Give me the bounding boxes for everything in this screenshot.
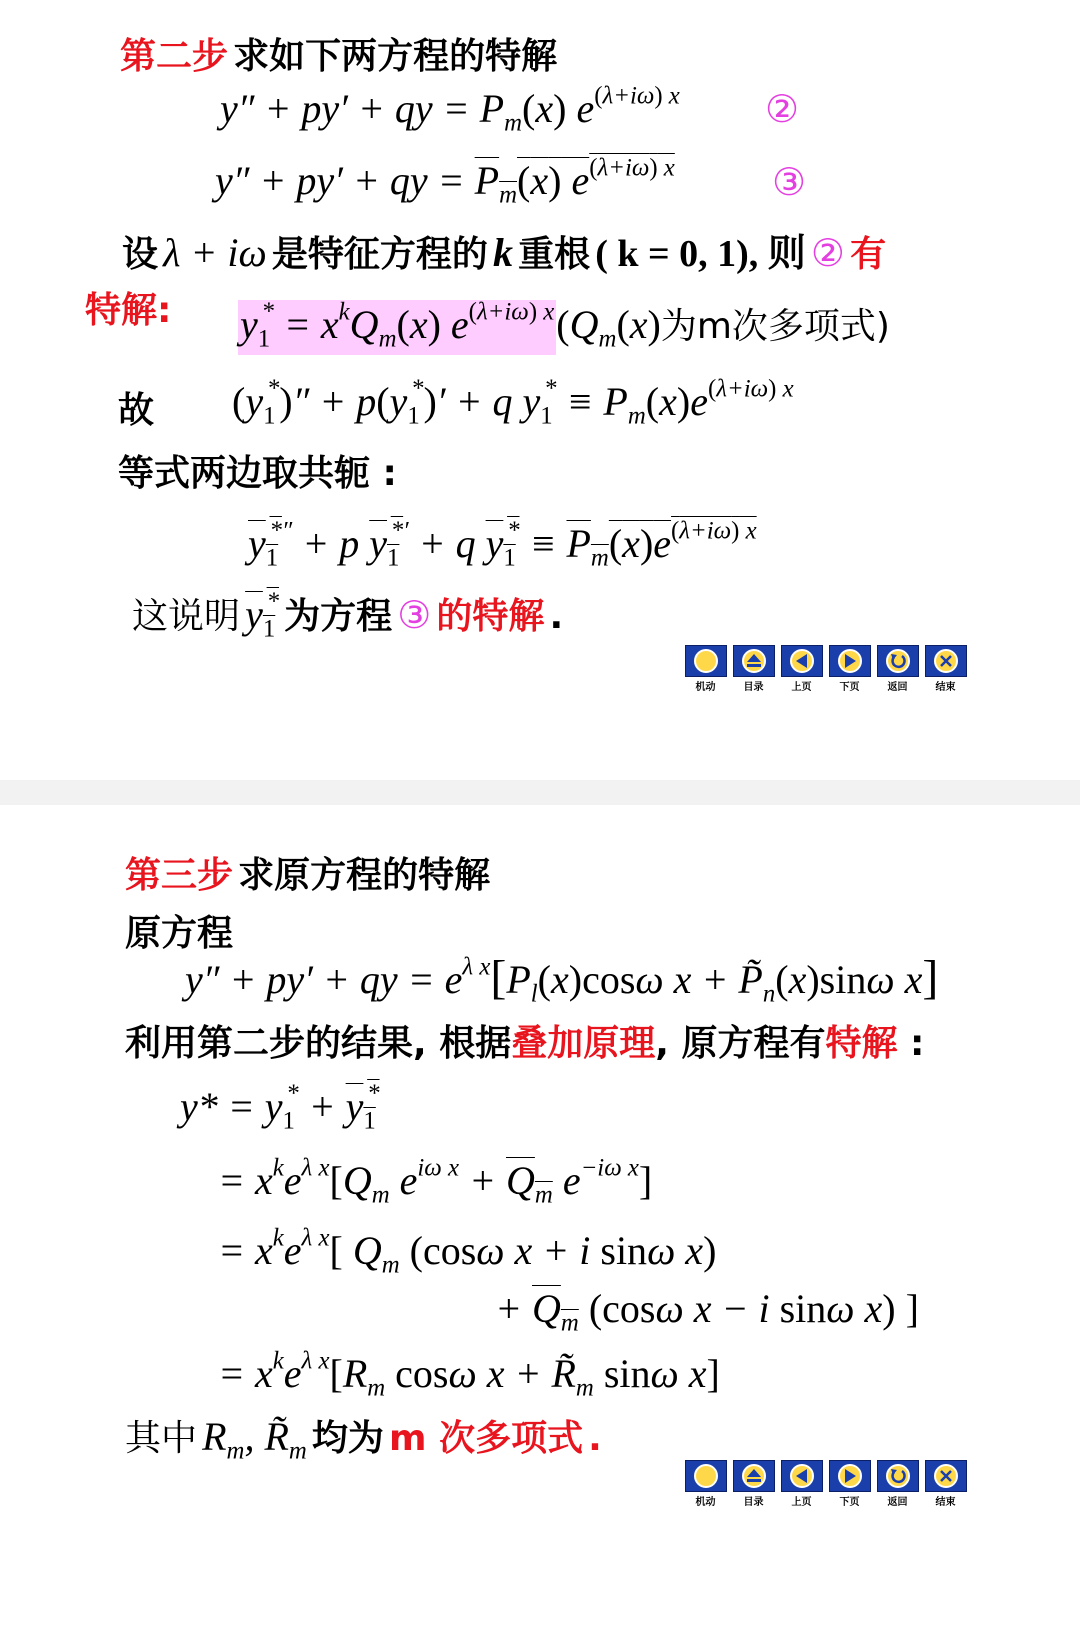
step-heading (120, 28, 557, 79)
close-icon (925, 1460, 967, 1492)
nav-label: 下页 (839, 1497, 860, 1508)
nav-label: 机动 (695, 682, 716, 693)
nav-return-button[interactable] (875, 1460, 920, 1508)
slide-separator (0, 780, 1080, 805)
therefore-label: 故 (118, 390, 155, 431)
qm-note: 为m次多项式) (660, 306, 890, 347)
step-label: 第三步 (125, 855, 234, 896)
nav-label: 结束 (935, 682, 956, 693)
derivation-line-2: = $x^ke^{\lambda x}[Q_m$ $e^{i\omega x} + Q_m$ $e^{-i\omega x}$] (218, 1154, 653, 1209)
derivation-line-4: = $x^ke^{\lambda x}[R_m$ cosω $x + R̃_m$ sinω x] (218, 1347, 720, 1402)
nav-jidong-button[interactable] (683, 645, 728, 693)
where-prefix: 其中 (125, 1418, 198, 1459)
conclusion-end: 的特解 (436, 596, 545, 637)
root-marker: ② (810, 231, 845, 275)
root-cond: ( k = 0, 1), 则 (595, 233, 806, 275)
nav-return-button[interactable] (875, 645, 920, 693)
nav-mulu-button[interactable] (731, 645, 776, 693)
nav-end-button[interactable] (923, 1460, 968, 1508)
where-dot: . (588, 1418, 602, 1459)
superposition-principle: 叠加原理 (511, 1023, 656, 1064)
next-icon (829, 645, 871, 677)
conjugated-equation: $y_1^{*''} + p$ $y_1^{*'} + q$ $y_1^* \equiv P_m(x)e^{(\lambda+i\omega) x}$ (248, 517, 757, 572)
conclusion-dot: . (549, 596, 564, 637)
derivation-line-1: $y* = y_1^* + y_1^*$ (180, 1080, 380, 1135)
equation-2-marker: ② (765, 87, 800, 131)
nav-prev-button[interactable] (779, 1460, 824, 1508)
step-heading (125, 847, 490, 898)
nav-mulu-button[interactable] (731, 1460, 776, 1508)
next-icon (829, 1460, 871, 1492)
particular-solution: $y_1^* = x^kQ_m(x)$ $e^{(\lambda+i\omega) x}(Q_m(x)$为m次多项式) (238, 298, 890, 349)
nav-label: 目录 (743, 682, 764, 693)
nav-label: 下页 (839, 682, 860, 693)
particular-solution-formula: $y_1^* = x^kQ_m(x)$ $e^{(\lambda+i\omega) x}$ (238, 300, 556, 355)
where-symbols: $R_m$, $R̃_m$ (202, 1414, 307, 1465)
original-equation: y″ + py′ + qy = $e^{\lambda x}[P_l(x)\cos\omega$ $x + P̃_n(x)\sin\omega$ x] (185, 951, 939, 1008)
nav-label: 返回 (887, 1497, 908, 1508)
conclusion-marker: ③ (397, 593, 432, 637)
superposition-line (125, 1015, 924, 1066)
root-word: 重根 (518, 234, 591, 275)
close-icon (925, 645, 967, 677)
nav-next-button[interactable] (827, 1460, 872, 1508)
slide-nav-bar (683, 645, 968, 693)
equation-2: y″ + py′ + qy = $P_m(x)$ $e^{(\lambda+i\omega) x}$ (220, 82, 680, 137)
step-label: 第二步 (120, 36, 229, 77)
superposition-particular: 特解 (825, 1023, 898, 1064)
power-icon (685, 645, 727, 677)
superposition-colon: : (897, 1023, 925, 1064)
conclusion-prefix: 这说明 (132, 596, 241, 637)
return-icon (877, 645, 919, 677)
derivation-line-3b: + $Q_m$ (cosω x − i sinω x) ] (495, 1286, 919, 1337)
root-statement (122, 222, 886, 277)
nav-prev-button[interactable] (779, 645, 824, 693)
slide-step-two (0, 0, 1080, 780)
where-mid: 均为 (311, 1418, 384, 1459)
nav-label: 机动 (695, 1497, 716, 1508)
nav-label: 目录 (743, 1497, 764, 1508)
particular-label: 特解: (85, 290, 172, 331)
nav-label: 上页 (791, 1497, 812, 1508)
where-poly: m 次多项式 (389, 1418, 584, 1459)
superposition-mid: , 原方程有 (655, 1023, 826, 1064)
return-icon (877, 1460, 919, 1492)
derivation-line-3: = $x^ke^{\lambda x}$[ $Q_m$ (cosω x + i sinω x) (218, 1224, 717, 1279)
conclusion-y1-bar: $y_1^*$ (245, 588, 280, 643)
root-has: 有 (850, 234, 887, 275)
eject-icon (733, 1460, 775, 1492)
prev-icon (781, 645, 823, 677)
conclusion-mid: 为方程 (284, 596, 393, 637)
original-equation-label: 原方程 (125, 913, 234, 954)
equation-3: y″ + py′ + qy = $P_m(x)$ $e^{(\lambda+i\omega) x}$ (215, 154, 675, 209)
nav-next-button[interactable] (827, 645, 872, 693)
step-title: 求原方程的特解 (238, 855, 491, 896)
step-title: 求如下两方程的特解 (233, 36, 558, 77)
nav-jidong-button[interactable] (683, 1460, 728, 1508)
slide-nav-bar (683, 1460, 968, 1508)
prev-icon (781, 1460, 823, 1492)
superposition-prefix: 利用第二步的结果, 根据 (125, 1023, 512, 1064)
root-mid: 是特征方程的 (271, 234, 488, 275)
root-prefix: 设 (122, 234, 159, 275)
nav-label: 返回 (887, 682, 908, 693)
nav-end-button[interactable] (923, 645, 968, 693)
nav-label: 结束 (935, 1497, 956, 1508)
substituted-equation: $(y_1^*)'' + p(y_1^*)' + q$ $y_1^* \equiv P_m(x)e^{(\lambda+i\omega) x}$ (232, 375, 794, 430)
where-line (125, 1410, 602, 1465)
slide-step-three (0, 805, 1080, 1630)
lambda-i-omega: λ + iω (163, 230, 267, 275)
conclusion (132, 588, 564, 643)
nav-label: 上页 (791, 682, 812, 693)
conjugate-line: 等式两边取共轭 : (118, 453, 397, 494)
equation-3-marker: ③ (772, 160, 807, 204)
eject-icon (733, 645, 775, 677)
power-icon (685, 1460, 727, 1492)
root-k: k (492, 230, 513, 275)
